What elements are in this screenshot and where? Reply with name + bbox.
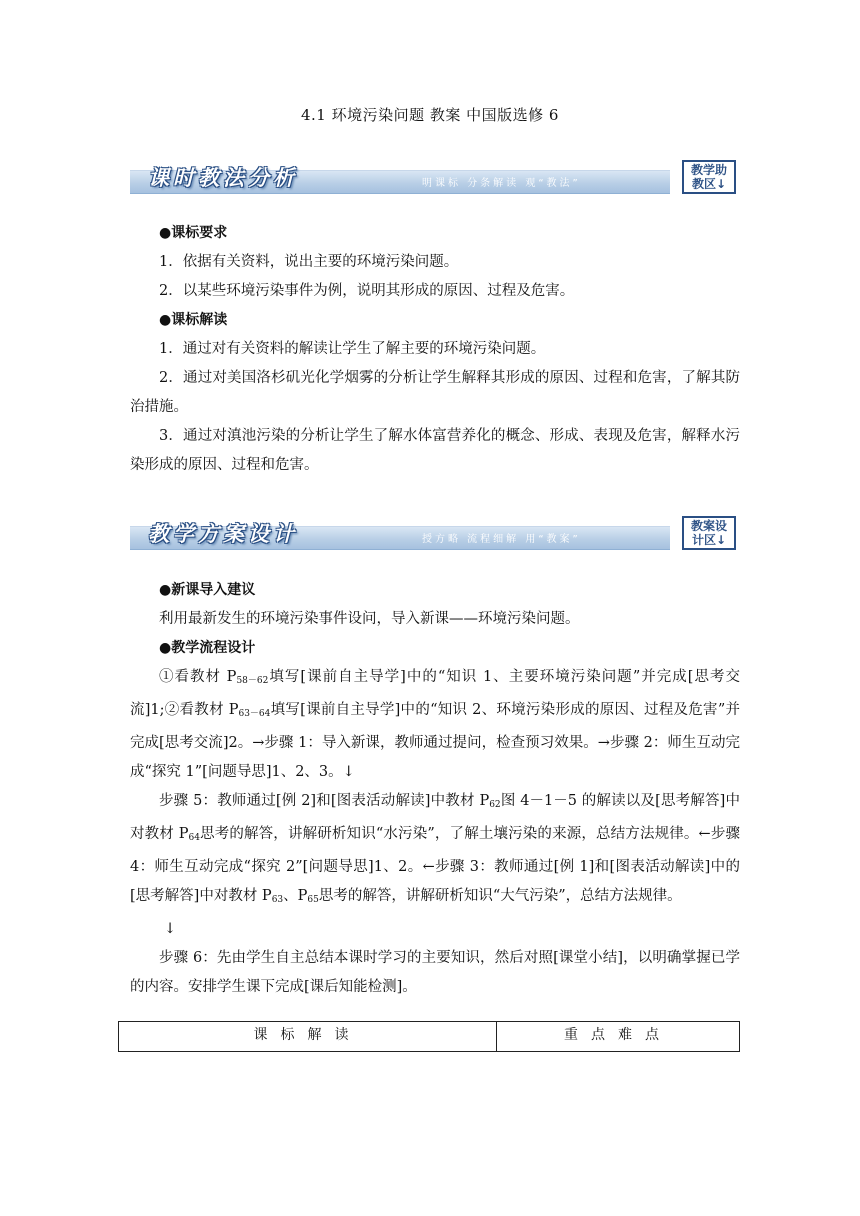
curriculum-section (130, 219, 740, 480)
interpretation-item: 1．通过对有关资料的解读让学生了解主要的环境污染问题。 (159, 341, 546, 357)
step5-paragraph: 步骤 5：教师通过[例 2]和[图表活动解读]中教材 $P_{62}$图 4－1－5 的解读以及[思考解答]中对教材 $P_{64}$思考的解答，讲解研析知识“水污染”，了解土壤污染的来源，总结方法规律。←步骤 4：师生互动完成“探究 2”[问题导思]1、2。←步骤 3：教师通过[例 1]和[图表活动解读]中的[思考解答]中对教材 $P_{63}$、$P_{65}$思考的解答，讲解研析知识“大气污染”，总结方法规律。 (130, 793, 740, 905)
banner-subtitle: 明课标 分条解读 观“教法” (422, 178, 581, 189)
down-arrow-icon: ↓ (164, 921, 177, 937)
section-banner-teaching-design (130, 516, 740, 556)
step6-paragraph: 步骤 6：先由学生自主总结本课时学习的主要知识，然后对照[课堂小结]，以明确掌握已学的内容。安排学生课下完成[课后知能检测]。 (130, 950, 740, 995)
page-title: 4.1 环境污染问题 教案 中国版选修 6 (301, 106, 559, 124)
requirement-item: 2．以某些环境污染事件为例，说明其形成的原因、过程及危害。 (159, 283, 575, 299)
corner-label-line2: 计区↓ (691, 533, 727, 547)
banner-heading: 教学方案设计 (148, 522, 298, 546)
table-header-curriculum: 课标解读 (119, 1022, 497, 1051)
teaching-flow-heading: ●教学流程设计 (159, 640, 256, 656)
corner-label-line1: 教案设 (690, 519, 727, 533)
corner-label-line2: 教区↓ (691, 177, 727, 191)
interpretation-item: 2．通过对美国洛杉矶光化学烟雾的分析让学生解释其形成的原因、过程和危害，了解其防治措施。 (130, 370, 740, 415)
banner-heading: 课时教法分析 (148, 166, 298, 190)
banner-subtitle: 授方略 流程细解 用“教案” (422, 534, 581, 545)
teaching-flow-paragraph: ①看教材 $P_{58-62}$填写[课前自主导学]中的“知识 1、主要环境污染问题”并完成[思考交流]1;②看教材 $P_{63-64}$填写[课前自主导学]中的“知识 2、环境污染形成的原因、过程及危害”并完成[思考交流]2。→步骤 1：导入新课，教师通过提问，检查预习效果。→步骤 2：师生互动完成“探究 1”[问题导思]1、2、3。↓ (130, 669, 740, 780)
lesson-intro-heading: ●新课导入建议 (159, 582, 256, 598)
corner-label-line1: 教学助 (690, 163, 727, 177)
table-header-key-points: 重点难点 (564, 1027, 672, 1043)
section-banner-lesson-analysis (130, 160, 740, 200)
curriculum-interpretation-heading: ●课标解读 (159, 312, 228, 328)
lesson-plan-link[interactable] (682, 516, 736, 550)
interpretation-item: 3．通过对滇池污染的分析让学生了解水体富营养化的概念、形成、表现及危害，解释水污染形成的原因、过程和危害。 (130, 428, 740, 473)
curriculum-requirements-heading: ●课标要求 (159, 225, 228, 241)
summary-table-header (118, 1021, 740, 1052)
requirement-item: 1．依据有关资料，说出主要的环境污染问题。 (159, 254, 459, 270)
lesson-intro-text: 利用最新发生的环境污染事件设问，导入新课——环境污染问题。 (159, 611, 580, 627)
teaching-aid-link[interactable] (682, 160, 736, 194)
teaching-design-section (130, 576, 740, 1002)
